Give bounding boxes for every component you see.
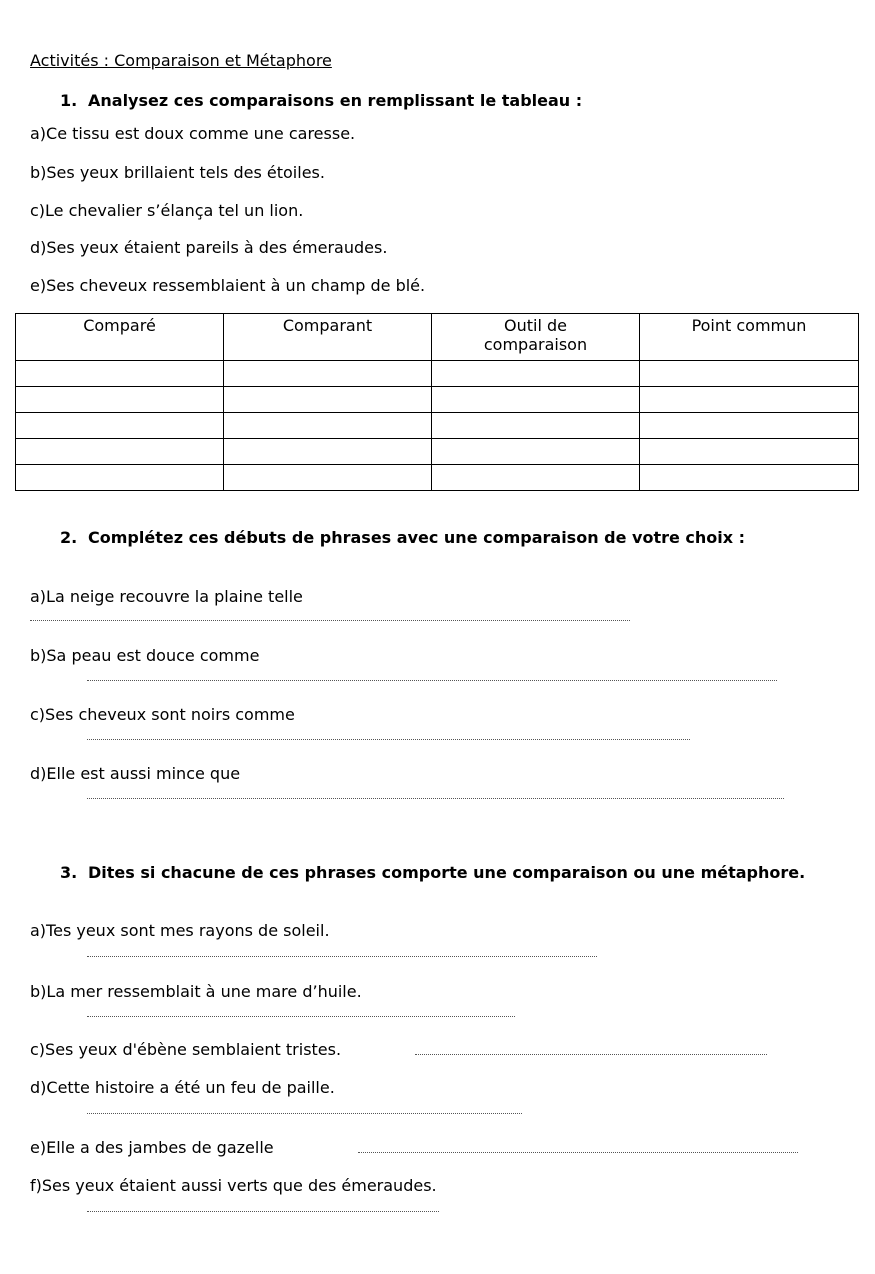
- table-cell[interactable]: [432, 439, 640, 465]
- q1-sentence-c: c)Le chevalier s’élança tel un lion.: [30, 201, 304, 220]
- header-comparant: Comparant: [224, 314, 432, 361]
- table-cell[interactable]: [432, 387, 640, 413]
- header-outil: [432, 314, 640, 361]
- question-2-text: Complétez ces débuts de phrases avec une comparaison de votre choix :: [88, 528, 746, 547]
- q3-item-b: b)La mer ressemblait à une mare d’huile.: [30, 982, 362, 1001]
- q3-item-d: d)Cette histoire a été un feu de paille.: [30, 1078, 335, 1097]
- table-cell[interactable]: [640, 439, 859, 465]
- table-row: [16, 439, 859, 465]
- table-header-row: [16, 314, 859, 361]
- table-cell[interactable]: [432, 465, 640, 491]
- q2-item-c: c)Ses cheveux sont noirs comme: [30, 705, 295, 724]
- answer-line[interactable]: [87, 1211, 439, 1212]
- answer-line[interactable]: [30, 620, 630, 621]
- table-cell[interactable]: [224, 439, 432, 465]
- answer-line[interactable]: [87, 956, 597, 957]
- answer-line[interactable]: [87, 1113, 522, 1114]
- answer-line[interactable]: [87, 1016, 515, 1017]
- table-row: [16, 387, 859, 413]
- question-1-number: 1.: [60, 91, 78, 110]
- answer-line[interactable]: [87, 739, 690, 740]
- table-cell[interactable]: [16, 413, 224, 439]
- q1-sentence-b: b)Ses yeux brillaient tels des étoiles.: [30, 163, 325, 182]
- q3-item-e: e)Elle a des jambes de gazelle: [30, 1138, 274, 1157]
- table-cell[interactable]: [224, 465, 432, 491]
- header-compare: Comparé: [16, 314, 224, 361]
- table-cell[interactable]: [640, 361, 859, 387]
- q2-item-a: a)La neige recouvre la plaine telle: [30, 587, 303, 606]
- q1-sentence-d: d)Ses yeux étaient pareils à des émeraudes.: [30, 238, 388, 257]
- answer-line[interactable]: [415, 1054, 767, 1055]
- table-row: [16, 361, 859, 387]
- answer-line[interactable]: [358, 1152, 798, 1153]
- table-cell[interactable]: [432, 413, 640, 439]
- header-point-commun: Point commun: [640, 314, 859, 361]
- q1-sentence-a: a)Ce tissu est doux comme une caresse.: [30, 124, 356, 143]
- table-cell[interactable]: [224, 361, 432, 387]
- table-cell[interactable]: [640, 387, 859, 413]
- answer-line[interactable]: [87, 798, 784, 799]
- table-row: [16, 465, 859, 491]
- table-cell[interactable]: [432, 361, 640, 387]
- q2-item-d: d)Elle est aussi mince que: [30, 764, 241, 783]
- table-cell[interactable]: [16, 361, 224, 387]
- header-outil-text: Outil de comparaison: [483, 316, 588, 354]
- analysis-table: [15, 313, 859, 491]
- question-3-number: 3.: [60, 863, 78, 882]
- question-3-text: Dites si chacune de ces phrases comporte une comparaison ou une métaphore.: [88, 863, 806, 882]
- question-1-text: Analysez ces comparaisons en remplissant le tableau :: [88, 91, 583, 110]
- table-cell[interactable]: [16, 387, 224, 413]
- table-cell[interactable]: [16, 465, 224, 491]
- q2-item-b: b)Sa peau est douce comme: [30, 646, 260, 665]
- page-title: Activités : Comparaison et Métaphore: [30, 51, 332, 70]
- table-cell[interactable]: [16, 439, 224, 465]
- question-2-number: 2.: [60, 528, 78, 547]
- table-row: [16, 413, 859, 439]
- table-cell[interactable]: [640, 465, 859, 491]
- table-cell[interactable]: [224, 413, 432, 439]
- table-cell[interactable]: [224, 387, 432, 413]
- q1-sentence-e: e)Ses cheveux ressemblaient à un champ de blé.: [30, 276, 426, 295]
- q3-item-c: c)Ses yeux d'ébène semblaient tristes.: [30, 1040, 342, 1059]
- q3-item-f: f)Ses yeux étaient aussi verts que des émeraudes.: [30, 1176, 437, 1195]
- answer-line[interactable]: [87, 680, 777, 681]
- q3-item-a: a)Tes yeux sont mes rayons de soleil.: [30, 921, 330, 940]
- table-cell[interactable]: [640, 413, 859, 439]
